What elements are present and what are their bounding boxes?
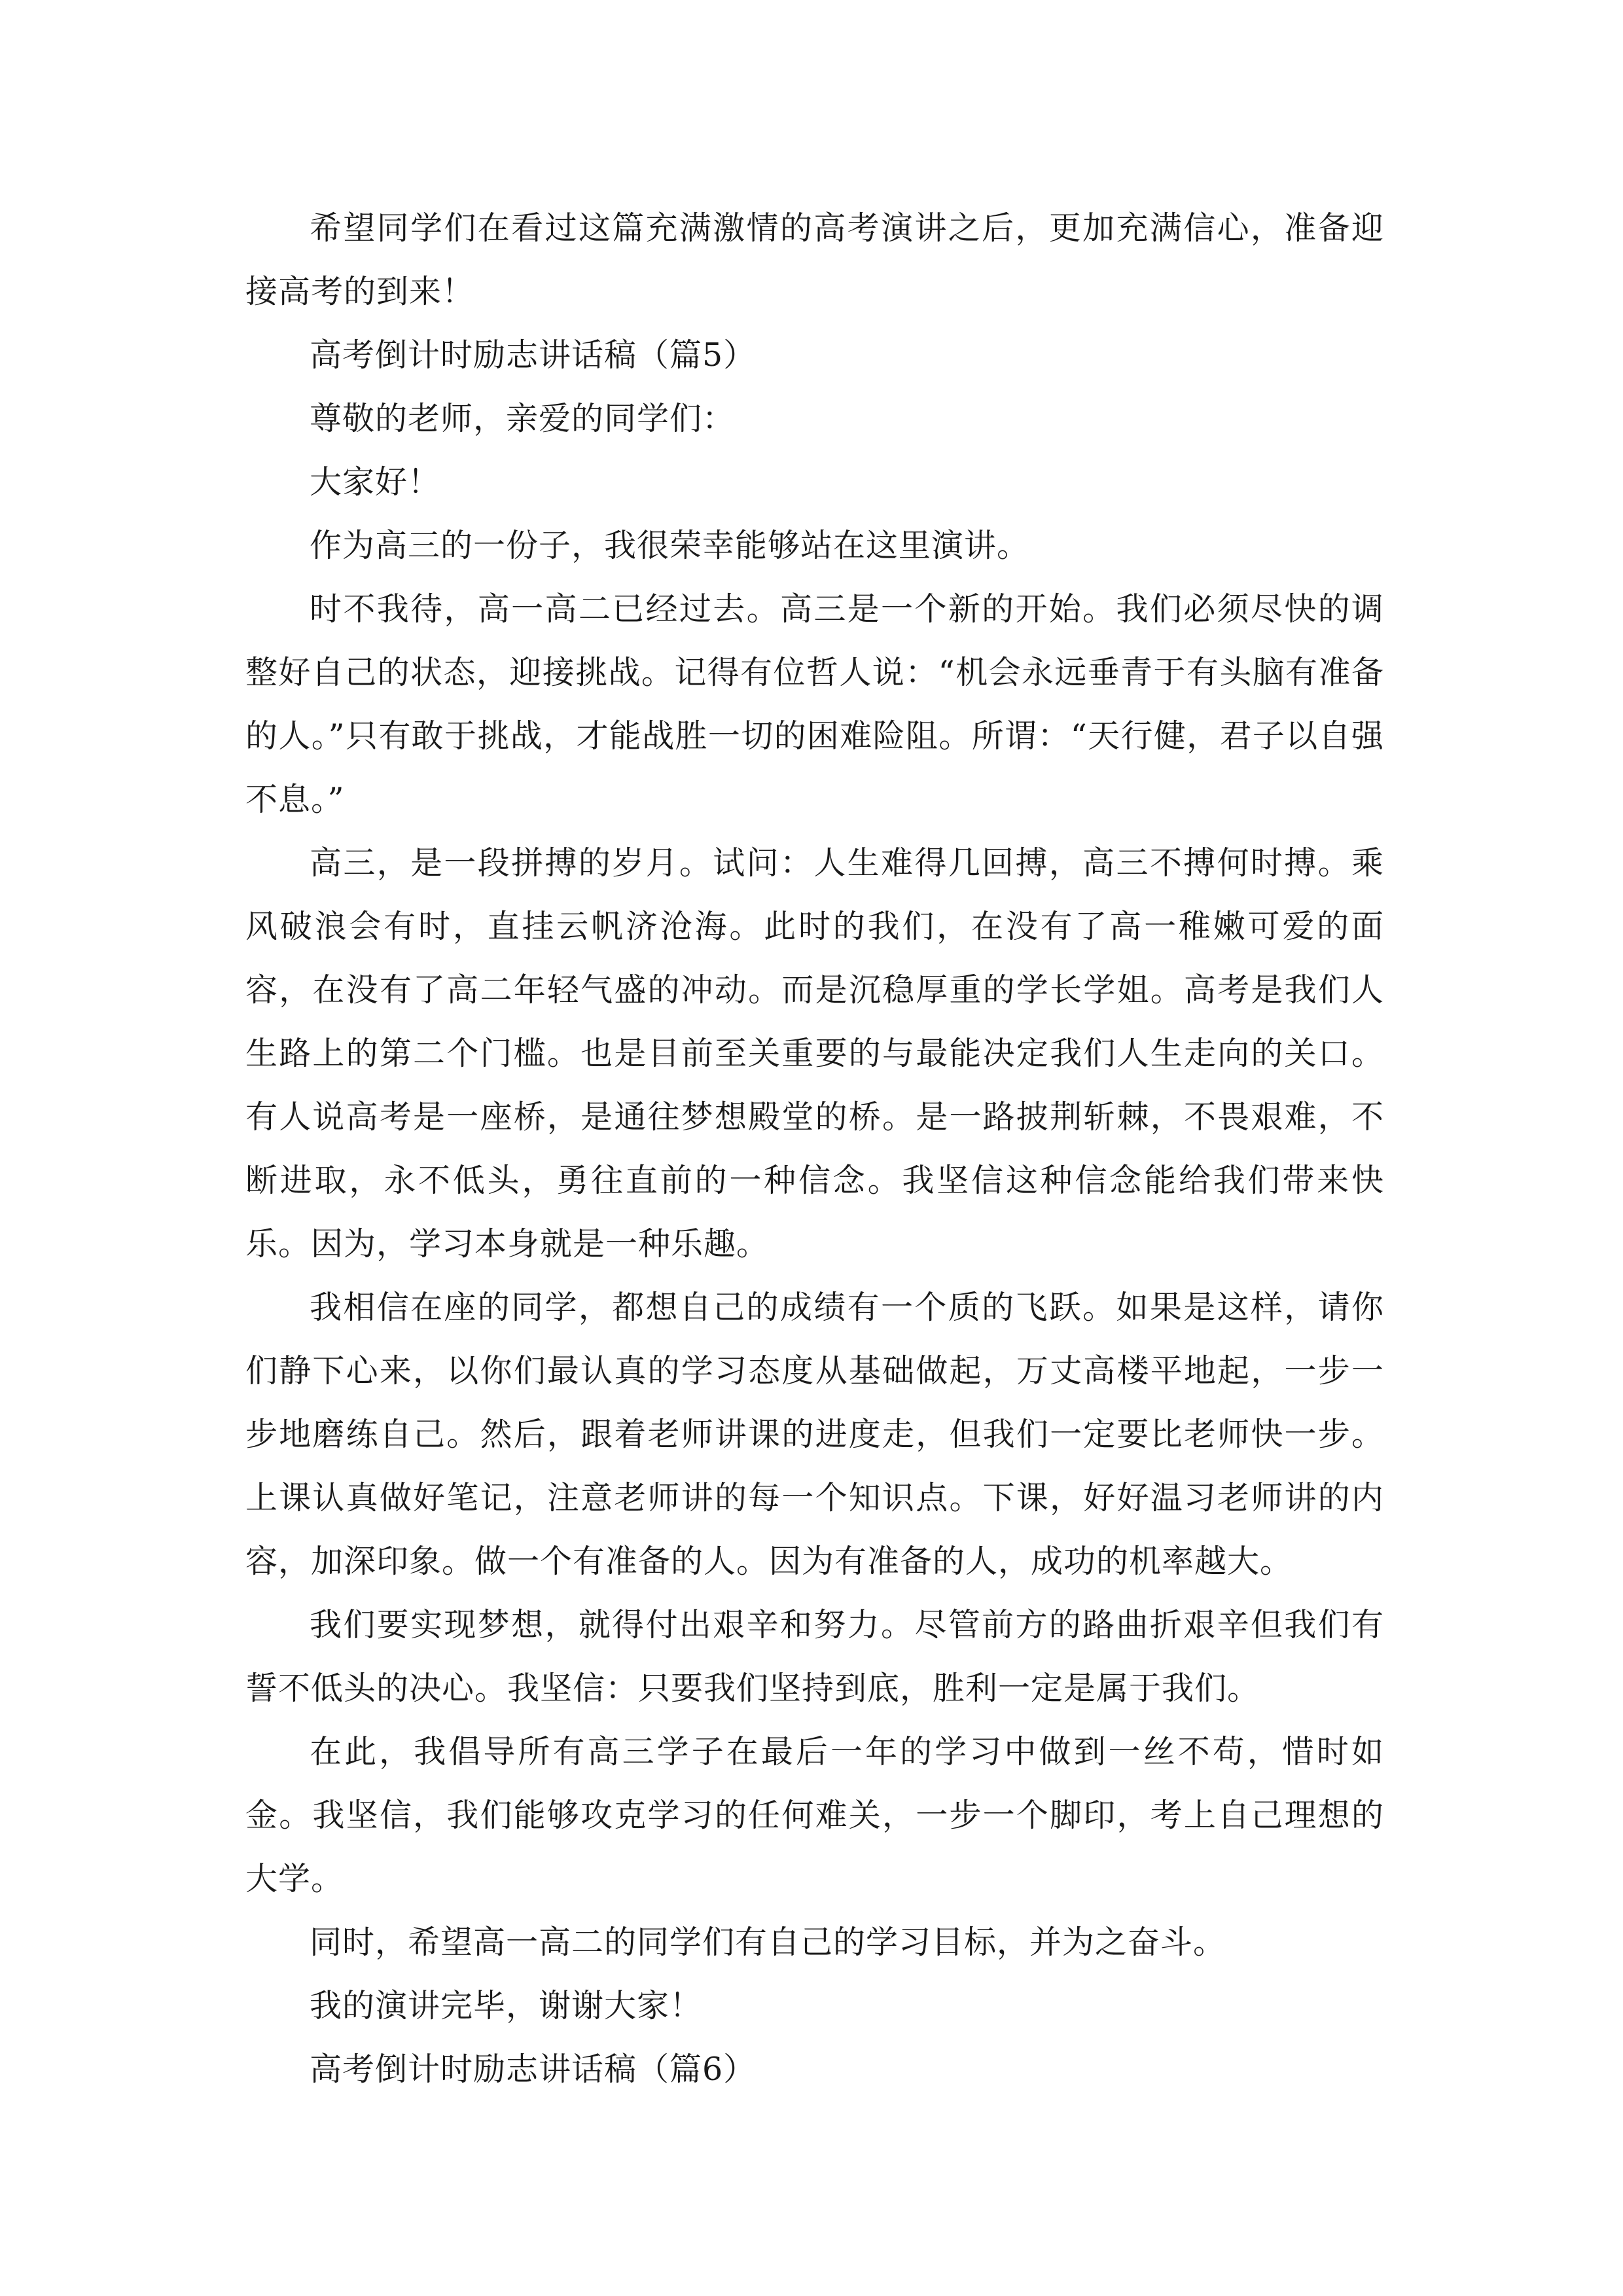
paragraph-closing-wish: 希望同学们在看过这篇充满激情的高考演讲之后，更加充满信心，准备迎接高考的到来！ (245, 209, 1384, 310)
paragraph-struggle: 高三，是一段拼搏的岁月。试问：人生难得几回搏，高三不搏何时搏。乘风破浪会有时，直挂云帆济沧海。此时的我们，在没有了高一稚嫩可爱的面容，在没有了高二年轻气盛的冲动。而是沉稳厚重的学长学姐。高考是我们人生路上的第二个门槛。也是目前至关重要的与最能决定我们人生走向的关口。有人说高考是一座桥，是通往梦想殿堂的桥。是一路披荆斩棘，不畏艰难，不断进取，永不低头，勇往直前的一种信念。我坚信这种信念能给我们带来快乐。因为，学习本身就是一种乐趣。 (245, 844, 1384, 1263)
paragraph-juniors: 同时，希望高一高二的同学们有自己的学习目标，并为之奋斗。 (310, 1924, 1226, 1961)
paragraph-call: 在此，我倡导所有高三学子在最后一年的学习中做到一丝不苟，惜时如金。我坚信，我们能够攻克学习的任何难关，一步一个脚印，考上自己理想的大学。 (245, 1733, 1384, 1897)
section-heading-6: 高考倒计时励志讲话稿（篇6） (310, 2051, 757, 2088)
document-body (245, 196, 1384, 2101)
paragraph-time: 时不我待，高一高二已经过去。高三是一个新的开始。我们必须尽快的调整好自己的状态，迎接挑战。记得有位哲人说：“机会永远垂青于有头脑有准备的人。”只有敢于挑战，才能战胜一切的困难险阻。所谓：“天行健，君子以自强不息。” (245, 590, 1384, 818)
greeting: 大家好！ (310, 463, 441, 501)
paragraph-dream: 我们要实现梦想，就得付出艰辛和努力。尽管前方的路曲折艰辛但我们有誓不低头的决心。我坚信：只要我们坚持到底，胜利一定是属于我们。 (245, 1606, 1384, 1707)
paragraph-thanks: 我的演讲完毕，谢谢大家！ (310, 1987, 703, 2024)
paragraph-study: 我相信在座的同学，都想自己的成绩有一个质的飞跃。如果是这样，请你们静下心来，以你们最认真的学习态度从基础做起，万丈高楼平地起，一步一步地磨练自己。然后，跟着老师讲课的进度走，但我们一定要比老师快一步。上课认真做好笔记，注意老师讲的每一个知识点。下课，好好温习老师讲的内容，加深印象。做一个有准备的人。因为有准备的人，成功的机率越大。 (245, 1289, 1384, 1580)
paragraph-intro: 作为高三的一份子，我很荣幸能够站在这里演讲。 (310, 527, 1030, 564)
salutation: 尊敬的老师，亲爱的同学们： (310, 400, 736, 437)
section-heading-5: 高考倒计时励志讲话稿（篇5） (310, 336, 757, 374)
